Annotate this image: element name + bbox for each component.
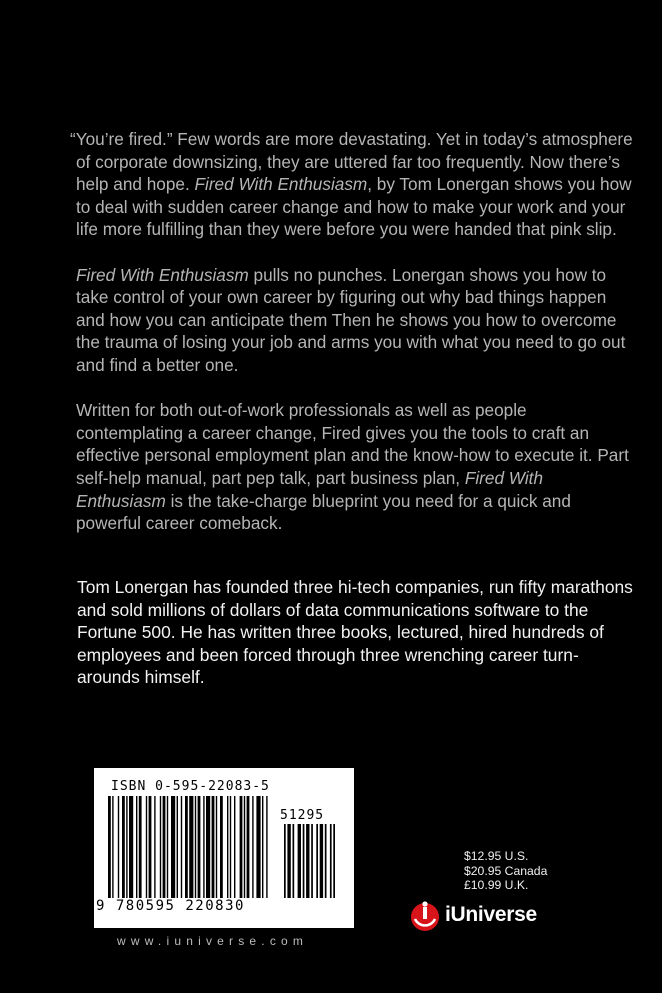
paragraph-text: Written for both out-of-work professionals as well as people contemplating a career change, Fired gives you the tools to craft an effective personal employment plan and the know-how to execute it. Part self-help manual, part pep talk, part business plan,: [76, 400, 629, 488]
isbn-number: 9 780595 220830: [96, 898, 245, 914]
author-bio: Tom Lonergan has founded three hi-tech companies, run fifty marathons and sold millions of dollars of data communications software to the Fortune 500. He has written three books, lectured, hired hundreds of employees and been forced through three wrenching career turn-arounds himself.: [77, 577, 633, 688]
book-title-italic: Fired With Enthusiasm: [76, 264, 249, 285]
price-code: 51295: [280, 808, 325, 823]
book-description: [70, 128, 636, 557]
paragraph-text: “You’re fired.” Few words are more devastating. Yet in today’s atmosphere of corporate downsizing, they are uttered far too frequently. Now there’s help and hope.: [70, 129, 633, 195]
paragraph-text: pulls no punches. Lonergan shows you how to take control of your own career by figuring out why bad things happen and how you can anticipate them Then he shows you how to overcome the trauma of losing your job and arms you with what you need to go out and find a better one.: [76, 264, 626, 375]
book-title-italic: Fired With Enthusiasm: [194, 174, 368, 195]
price-uk: £10.99 U.K.: [464, 878, 529, 892]
description-paragraph-3: [76, 399, 636, 535]
iuniverse-logo-icon: [410, 900, 440, 932]
price-list: [464, 849, 547, 893]
price-us: $12.95 U.S.: [464, 849, 529, 863]
description-paragraph-2: [76, 264, 636, 377]
paragraph-text: is the take-charge blueprint you need for a quick and powerful career comeback.: [76, 490, 571, 534]
price-canada: $20.95 Canada: [464, 863, 548, 878]
description-paragraph-1: [70, 128, 636, 241]
publisher-logo: [410, 900, 560, 932]
publisher-name: iUniverse: [445, 903, 537, 926]
paragraph-text: , by Tom Lonergan shows you how to deal with sudden career change and how to make your work and your life more fulfilling than they were before you were handed that pink slip.: [76, 174, 632, 240]
isbn-barcode: [94, 768, 354, 928]
book-title-italic: Fired With Enthusiasm: [76, 467, 544, 511]
isbn-label: ISBN 0-595-22083-5: [111, 779, 270, 794]
website-url: www.iuniverse.com: [117, 934, 309, 948]
